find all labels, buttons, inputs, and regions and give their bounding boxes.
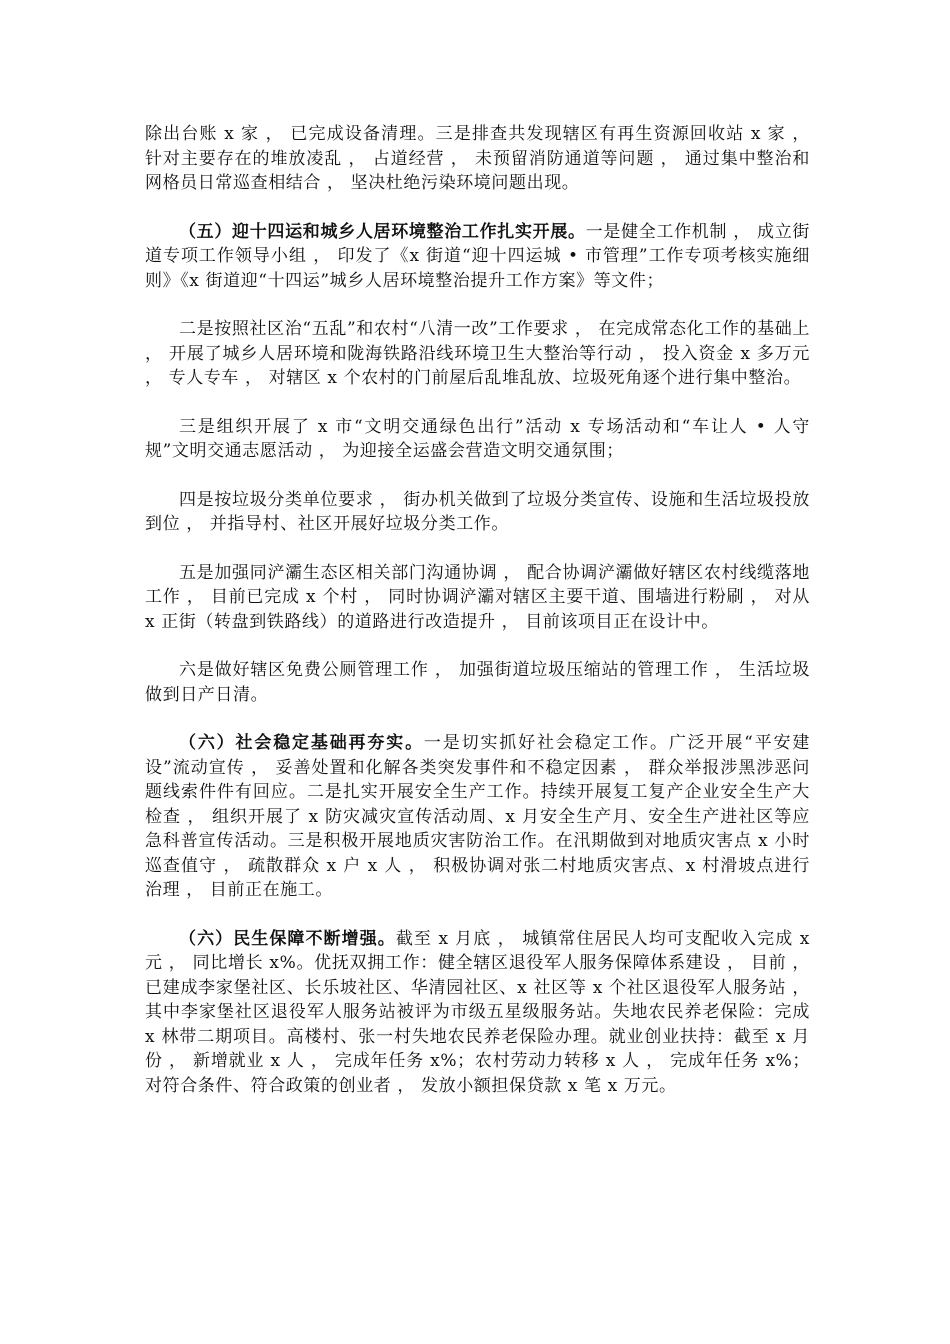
document-page [145, 122, 810, 1122]
paragraph-text: 四是按垃圾分类单位要求 ， 街办机关做到了垃圾分类宣传、设施和生活垃圾投放到位 ， 并指导村、社区开展好垃圾分类工作。 [145, 489, 810, 534]
paragraph-waste-recycling [145, 122, 810, 196]
paragraph-item-four [145, 488, 810, 537]
paragraph-section-five [145, 220, 810, 294]
paragraph-item-six [145, 658, 810, 707]
paragraph-item-two [145, 317, 810, 391]
section-heading: （六）社会稳定基础再夯实。 [179, 733, 424, 753]
section-heading: （五）迎十四运和城乡人居环境整治工作扎实开展。 [179, 221, 586, 242]
paragraph-text: 截至 x 月底 ， 城镇常住居民人均可支配收入完成 x 元 ， 同比增长 x%。优抚双拥工作：健全辖区退役军人服务保障体系建设 ， 目前 ， 已建成李家堡社区、长乐坡社区、华清园社区、x 社区等 x 个社区退役军人服务站 ， 其中李家堡社区退役军人服务站被评为市级五星级服务站。失地农民养老保险：完成 x 林带二期项目。高楼村、张一村失地农民养老保险办理。就业创业扶持：截至 x 月份 ， 新增就业 x 人 ， 完成年任务 x%；农村劳动力转移 x 人 ， 完成年任务 x%；对符合条件、符合政策的创业者 ， 发放小额担保贷款 x 笔 x 万元。 [145, 928, 810, 1096]
paragraph-text: 一是切实抓好社会稳定工作。广泛开展“平安建设”流动宣传 ， 妥善处置和化解各类突发事件和不稳定因素 ， 群众举报涉黑涉恶问题线索件件有回应。二是扎实开展安全生产工作。持续开展复工复产企业安全生产大检查 ， 组织开展了 x 防灾减灾宣传活动周、x 月安全生产月、安全生产进社区等应急科普宣传活动。三是积极开展地质灾害防治工作。在汛期做到对地质灾害点 x 小时巡查值守 ， 疏散群众 x 户 x 人 ， 积极协调对张二村地质灾害点、x 村滑坡点进行治理 ， 目前正在施工。 [145, 733, 810, 900]
section-heading: （六）民生保障不断增强。 [179, 928, 396, 949]
paragraph-item-five [145, 561, 810, 635]
paragraph-text: 二是按照社区治“五乱”和农村“八清一改”工作要求 ， 在完成常态化工作的基础上 ， 开展了城乡人居环境和陇海铁路沿线环境卫生大整治等行动 ， 投入资金 x 多万元 ， 专人专车 ， 对辖区 x 个农村的门前屋后乱堆乱放、垃圾死角逐个进行集中整治。 [145, 319, 810, 388]
paragraph-text: 五是加强同浐灞生态区相关部门沟通协调 ， 配合协调浐灞做好辖区农村线缆落地工作 ， 目前已完成 x 个村 ， 同时协调浐灞对辖区主要干道、围墙进行粉刷 ， 对从 x 正街（转盘到铁路线）的道路进行改造提升 ， 目前该项目正在设计中。 [145, 562, 810, 632]
paragraph-text: 六是做好辖区免费公厕管理工作 ， 加强街道垃圾压缩站的管理工作 ， 生活垃圾做到日产日清。 [145, 660, 810, 705]
paragraph-text: 除出台账 x 家 ， 已完成设备清理。三是排查共发现辖区有再生资源回收站 x 家 ， 针对主要存在的堆放凌乱 ， 占道经营 ， 未预留消防通道等问题 ， 通过集中整治和网格员日常巡查相结合 ， 坚决杜绝污染环境问题出现。 [145, 124, 810, 193]
paragraph-section-social-stability [145, 731, 810, 903]
paragraph-text: 三是组织开展了 x 市“文明交通绿色出行”活动 x 专场活动和“车让人 • 人守规”文明交通志愿活动 ， 为迎接全运盛会营造文明交通氛围； [145, 416, 810, 461]
paragraph-item-three [145, 415, 810, 464]
paragraph-section-livelihood [145, 927, 810, 1099]
paragraph-text: 一是健全工作机制 ， 成立街道专项工作领导小组 ， 印发了《x 街道“迎十四运城 • 市管理”工作专项考核实施细则》《x 街道迎“十四运”城乡人居环境整治提升工作方案》等文件； [145, 221, 810, 291]
